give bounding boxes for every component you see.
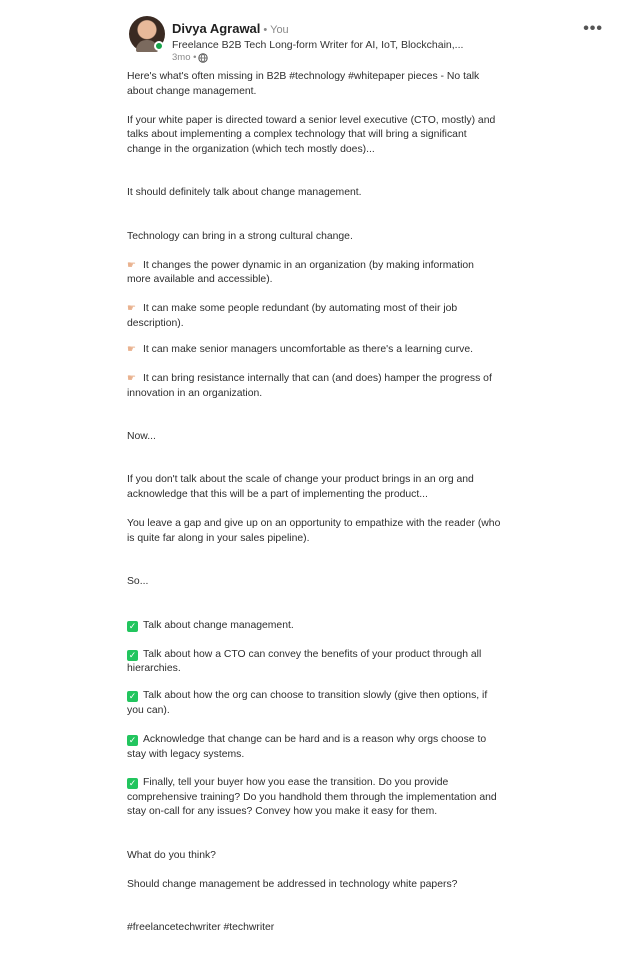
more-options-button[interactable]: •••	[583, 20, 603, 37]
check-box-icon: ✓	[128, 650, 137, 660]
post-line: more available and accessible).	[127, 274, 273, 285]
post-line: Should change management be addressed in technology white papers?	[127, 879, 458, 890]
check-box-icon: ✓	[128, 621, 137, 631]
post-line: comprehensive training? Do you handhold them through the implementation and	[127, 792, 497, 803]
author-headline: Freelance B2B Tech Long-form Writer for AI, IoT, Blockchain,...	[172, 39, 464, 51]
post-meta	[172, 52, 208, 63]
author-name[interactable]: Divya Agrawal	[172, 21, 261, 36]
post-line: If you don't talk about the scale of change your product brings in an org and	[127, 474, 474, 485]
pointing-hand-icon: ☛	[127, 373, 136, 384]
author-name-row	[172, 20, 289, 38]
post-line: If your white paper is directed toward a senior level executive (CTO, mostly) and	[127, 115, 496, 126]
you-label: • You	[263, 24, 289, 36]
check-box-icon: ✓	[128, 735, 137, 745]
post-line: change in the organization (which tech mostly does)...	[127, 144, 375, 155]
avatar[interactable]	[129, 16, 165, 52]
post-time: 3mo •	[172, 52, 197, 63]
bullet-line: ☛ It changes the power dynamic in an organization (by making information	[127, 260, 474, 271]
bullet-line: ☛ It can bring resistance internally that can (and does) hamper the progress of	[127, 373, 492, 384]
pointing-hand-icon: ☛	[127, 303, 136, 314]
post-line: acknowledge that this will be a part of implementing the product...	[127, 489, 428, 500]
post-line: What do you think?	[127, 850, 216, 861]
check-box-icon: ✓	[128, 691, 137, 701]
post-line: Technology can bring in a strong cultural change.	[127, 231, 353, 242]
hashtags[interactable]: #freelancetechwriter #techwriter	[127, 922, 275, 933]
post-header	[129, 16, 609, 66]
post-line: description).	[127, 318, 184, 329]
online-status-dot	[154, 41, 164, 51]
bullet-line: ☛ It can make some people redundant (by automating most of their job	[127, 303, 458, 314]
post-line: about change management.	[127, 86, 257, 97]
post-line: So...	[127, 576, 149, 587]
checklist-line: ✓ Finally, tell your buyer how you ease the transition. Do you provide	[128, 777, 449, 788]
post-line: Now...	[127, 431, 156, 442]
post-line: stay on-call for any issues? Convey how you make it easy for them.	[127, 806, 438, 817]
post-line: stay with legacy systems.	[127, 749, 245, 760]
globe-icon	[198, 53, 208, 63]
pointing-hand-icon: ☛	[127, 344, 136, 355]
post-line: you can).	[127, 705, 170, 716]
bullet-line: ☛ It can make senior managers uncomfortable as there's a learning curve.	[127, 344, 474, 355]
post-line: talks about implementing a complex technology that will bring a significant	[127, 129, 467, 140]
post-line: It should definitely talk about change management.	[127, 187, 362, 198]
checklist-line: ✓ Talk about how the org can choose to transition slowly (give then options, if	[128, 690, 488, 701]
pointing-hand-icon: ☛	[127, 260, 136, 271]
post-line: You leave a gap and give up on an opportunity to empathize with the reader (who	[127, 518, 501, 529]
check-box-icon: ✓	[128, 778, 137, 788]
post-line: Here's what's often missing in B2B #technology #whitepaper pieces - No talk	[127, 71, 480, 82]
checklist-line: ✓ Talk about how a CTO can convey the benefits of your product through all	[128, 649, 482, 660]
post-line: hierarchies.	[127, 663, 181, 674]
checklist-line: ✓ Acknowledge that change can be hard and is a reason why orgs choose to	[128, 734, 487, 745]
post-line: is quite far along in your sales pipeline).	[127, 533, 310, 544]
post-line: innovation in an organization.	[127, 388, 263, 399]
checklist-line: ✓ Talk about change management.	[128, 620, 294, 631]
